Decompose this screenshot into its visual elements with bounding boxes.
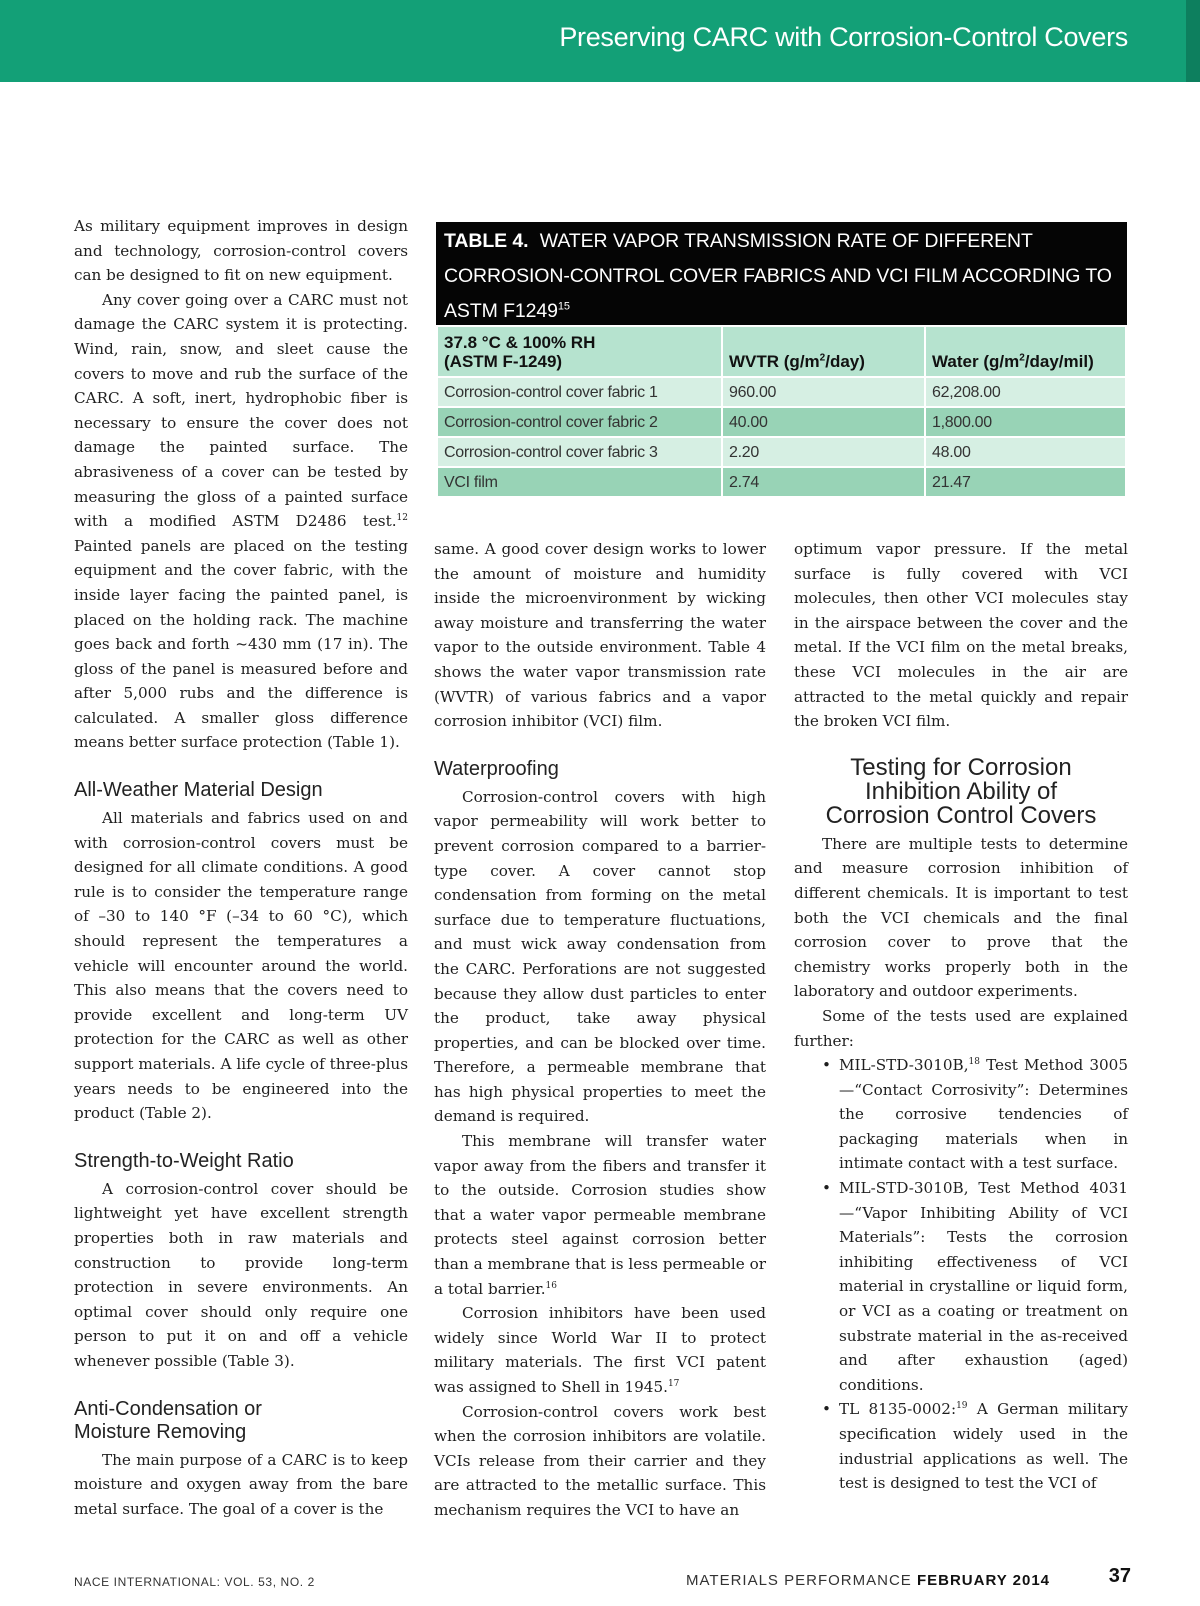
section-heading-strength: Strength-to-Weight Ratio (74, 1149, 294, 1172)
table-4 (436, 222, 1127, 498)
middle-column (434, 537, 766, 1523)
paragraph: All materials and fabrics used on and with corrosion-control covers must be designed for all climate conditions. A good rule is to consider the temperature range of –30 to 140 °F (–34 to 60 °C), which should represent the temperatures a vehicle will encounter around the world. This also means that the covers need to provide excellent and long-term UV protection for the CARC as well as other support materials. A life cycle of three-plus years needs to be engineered into the product (Table 2). (74, 809, 408, 1123)
paragraph: Corrosion-control covers work best when the corrosion inhibitors are volatile. VCIs release from their carrier and they are attracted to the metallic surface. This mechanism requires the VCI to have an (434, 1402, 766, 1519)
paragraph: Corrosion-control covers with high vapor permeability will work better to prevent corrosion compared to a barrier-type cover. A cover cannot stop condensation from forming on the metal surface due to temperature fluctuations, and must wick away condensation from the CARC. Perforations are not suggested because they allow dust particles to enter the product, take away physical properties, and can be blocked over time. Therefore, a permeable membrane that has high physical properties to meet the demand is required. (434, 787, 766, 1126)
paragraph: same. A good cover design works to lower the amount of moisture and humidity inside the microenvironment by wicking away moisture and transferring the water vapor to the outside environment. Table 4 shows the water vapor transmission rate (WVTR) of various fabrics and a vapor corrosion inhibitor (VCI) film. (434, 540, 766, 731)
table-cell: VCI film (437, 467, 722, 497)
table-cell: Corrosion-control cover fabric 1 (437, 377, 722, 407)
column-header-condition: 37.8 °C & 100% RH (ASTM F-1249) (437, 326, 722, 377)
table-title: TABLE 4. WATER VAPOR TRANSMISSION RATE OF DIFFERENT CORROSION-CONTROL COVER FABRICS AND VCI FILM ACCORDING TO ASTM F1249$^{15}$ (436, 222, 1127, 325)
table-cell: Corrosion-control cover fabric 2 (437, 407, 722, 437)
table-cell: 40.00 (722, 407, 925, 437)
right-column (794, 537, 1128, 1496)
paragraph: Corrosion inhibitors have been used widely since World War II to protect military materials. The first VCI patent was assigned to Shell in 1945.17 (434, 1304, 766, 1396)
left-column (74, 214, 408, 1521)
paragraph: As military equipment improves in design and technology, corrosion-control covers can be designed to fit on new equipment. (74, 217, 408, 285)
test-methods-list (794, 1053, 1128, 1496)
paragraph: This membrane will transfer water vapor away from the fibers and transfer it to the outside. Corrosion studies show that a water vapor permeable membrane protects steel against corrosion better than a membrane that is less permeable or a total barrier.$^{16}$ (434, 1132, 766, 1298)
section-heading-waterproofing: Waterproofing (434, 757, 559, 780)
paragraph: A corrosion-control cover should be lightweight yet have excellent strength properties both in raw materials and construction to provide long-term protection in severe environments. An optimal cover should only require one person to put it on and off a vehicle whenever possible (Table 3). (74, 1179, 408, 1370)
wvtr-table (436, 325, 1127, 498)
list-item: • MIL-STD-3010B, Test Method 4031—“Vapor Inhibiting Ability of VCI Materials”: Tests the corrosion inhibiting effectiveness of VCI material in crystalline or liquid form, or VCI as a coating or treatment on substrate material in the as-received and after exhaustion (aged) conditions. (794, 1176, 1128, 1397)
footer-journal-info: NACE INTERNATIONAL: VOL. 53, NO. 2 (74, 1575, 315, 1589)
paragraph: Any cover going over a CARC must not damage the CARC system it is protecting. Wind, rain, snow, and sleet cause the covers to move and rub the surface of the CARC. A soft, inert, hydrophobic fiber is necessary to ensure the cover does not damage the painted surface. The abrasiveness of a cover can be tested by measuring the gloss of a painted surface with a modified ASTM D2486 test.$^{12}$ Painted panels are placed on the testing equipment and the cover fabric, with the inside layer facing the painted panel, is placed on the holding rack. The machine goes back and forth ~430 mm (17 in). The gloss of the panel is measured before and after 5,000 rubs and the difference is calculated. A smaller gloss difference means better surface protection (Table 1). (74, 290, 408, 752)
column-header-wvtr: WVTR $(g/m^2/day)$ (722, 326, 925, 377)
table-row (437, 407, 1126, 437)
paragraph: There are multiple tests to determine and measure corrosion inhibition of different chemicals. It is important to test both the VCI chemicals and the final corrosion cover to prove that the chemistry works properly both in the laboratory and outdoor experiments. (794, 834, 1128, 1001)
table-cell: 48.00 (925, 437, 1126, 467)
section-heading-all-weather: All-Weather Material Design (74, 779, 323, 802)
table-cell: 1,800.00 (925, 407, 1126, 437)
table-row (437, 467, 1126, 497)
table-cell: Corrosion-control cover fabric 3 (437, 437, 722, 467)
footer-publication: MATERIALS PERFORMANCE FEBRUARY 2014 (686, 1572, 1050, 1589)
list-item: • TL 8135-0002:$^{19}$ A German military specification widely used in the industrial applications as well. The test is designed to test the VCI of (794, 1397, 1128, 1495)
table-cell: 62,208.00 (925, 377, 1126, 407)
table-cell: 2.74 (722, 467, 925, 497)
paragraph: optimum vapor pressure. If the metal surface is fully covered with VCI molecules, then other VCI molecules stay in the airspace between the cover and the metal. If the VCI film on the metal breaks, these VCI molecules in the air are attracted to the metal quickly and repair the broken VCI film. (794, 540, 1128, 731)
header-edge (1186, 0, 1200, 82)
header-band (0, 0, 1200, 82)
section-heading-anti-condensation: Anti-Condensation or Moisture Removing (74, 1397, 262, 1443)
paragraph: The main purpose of a CARC is to keep moisture and oxygen away from the bare metal surface. The goal of a cover is the (74, 1450, 408, 1518)
table-cell: 960.00 (722, 377, 925, 407)
list-item: • MIL-STD-3010B,$^{18}$ Test Method 3005—“Contact Corrosivity”: Determines the corrosive tendencies of packaging materials when in intimate contact with a test surface. (794, 1053, 1128, 1176)
table-header-row (437, 326, 1126, 377)
column-header-water: Water $(g/m^2/day/mil)$ (925, 326, 1126, 377)
table-cell: 2.20 (722, 437, 925, 467)
running-header-title: Preserving CARC with Corrosion-Control Covers (559, 22, 1128, 52)
table-cell: 21.47 (925, 467, 1126, 497)
table-row (437, 377, 1126, 407)
paragraph: Some of the tests used are explained further: (794, 1006, 1128, 1050)
table-row (437, 437, 1126, 467)
section-heading-testing: Testing for Corrosion Inhibition Ability of Corrosion Control Covers (825, 753, 1097, 829)
page-number: 37 (1108, 1565, 1131, 1587)
